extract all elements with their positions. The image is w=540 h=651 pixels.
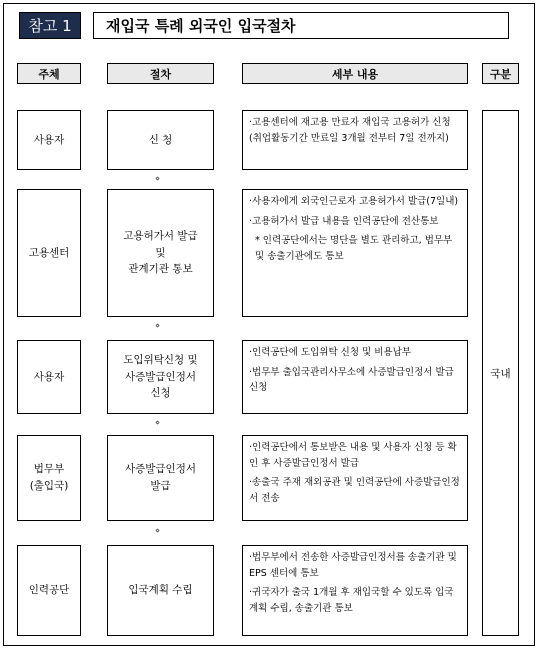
detail-cell	[242, 545, 468, 636]
subject-cell: 고용센터	[17, 189, 81, 317]
procedure-cell: 고용허가서 발급 및 관계기관 통보	[107, 189, 214, 317]
detail-item: ·사용자에게 외국인근로자 고용허가서 발급(7일내)	[249, 196, 459, 207]
header-procedure: 절차	[107, 63, 214, 84]
header-category: 구분	[482, 63, 519, 84]
detail-note: * 인력공단에서는 명단을 별도 관리하고, 법무부 및 송출기관에도 통보	[255, 235, 453, 263]
detail-item: ·법무부에서 전송한 사증발급인정서를 송출기관 및 EPS 센터에 통보	[249, 552, 457, 579]
flow-arrow-icon: ⋄	[155, 174, 161, 183]
procedure-cell: 사증발급인정서 발급	[107, 435, 214, 521]
detail-cell	[242, 340, 468, 414]
flow-arrow-icon: ⋄	[155, 418, 161, 427]
page-title: 재입국 특례 외국인 입국절차	[93, 12, 509, 39]
procedure-cell: 도입위탁신청 및 사증발급인정서 신청	[107, 340, 214, 414]
procedure-cell: 신 청	[107, 110, 214, 170]
subject-cell: 법무부 (출입국)	[17, 435, 81, 521]
detail-item: ·인력공단에서 통보받은 내용 및 사용자 신청 등 확인 후 사증발급인정서 발급	[249, 442, 457, 469]
reference-tag: 참고 1	[19, 12, 81, 39]
category-cell: 국내	[482, 110, 519, 636]
detail-item: ·법무부 출입국관리사무소에 사증발급인정서 발급 신청	[249, 366, 454, 394]
detail-cell	[242, 189, 468, 317]
header-detail: 세부 내용	[242, 63, 468, 84]
header-subject: 주체	[17, 63, 81, 84]
detail-item: ·송출국 주재 재외공관 및 인력공단에 사증발급인정서 전송	[249, 477, 460, 505]
detail-item: ·고용허가서 발급 내용을 인력공단에 전산통보	[249, 215, 439, 227]
detail-item: ·귀국자가 출국 1개월 후 재입국할 수 있도록 입국계획 수립, 송출기관 통보	[249, 587, 454, 615]
flow-arrow-icon: ⋄	[155, 526, 161, 535]
subject-cell: 사용자	[17, 340, 81, 414]
detail-cell	[242, 435, 468, 521]
procedure-cell: 입국계획 수립	[107, 545, 214, 636]
detail-item: ·인력공단에 도입위탁 신청 및 비용납부	[249, 347, 411, 358]
subject-cell: 사용자	[17, 110, 81, 170]
subject-cell: 인력공단	[17, 545, 81, 636]
detail-cell	[242, 110, 468, 170]
flow-arrow-icon: ⋄	[155, 321, 161, 330]
detail-item: ·고용센터에 재고용 만료자 재입국 고용허가 신청(취업활동기간 만료일 3개월 전부터 7일 전까지)	[249, 117, 451, 144]
